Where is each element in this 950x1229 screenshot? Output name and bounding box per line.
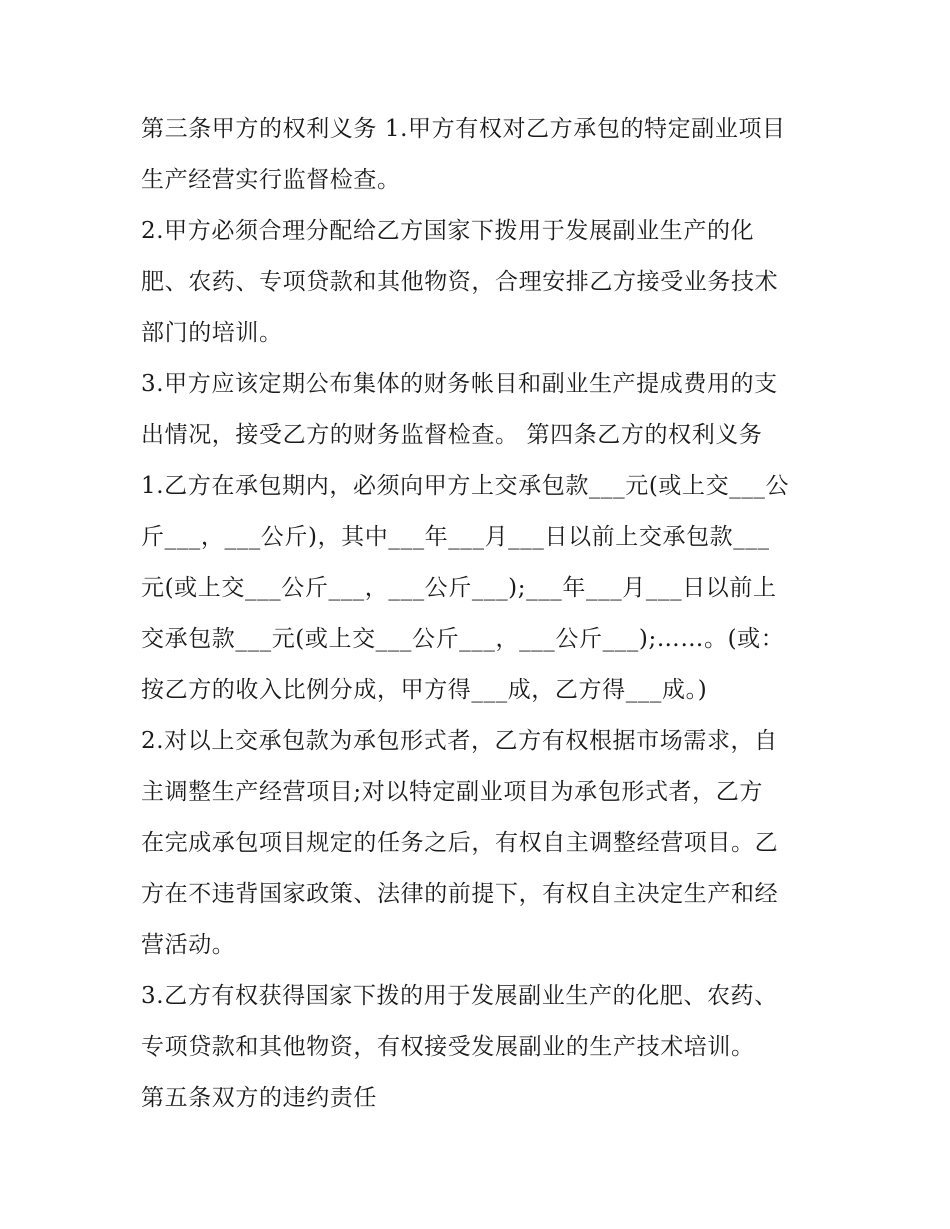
text-line: 专项贷款和其他物资，有权接受发展副业的生产技术培训。 [141, 1034, 755, 1060]
document-body [141, 104, 821, 1124]
text-line: 营活动。 [141, 932, 236, 958]
text-line: 3.甲方应该定期公布集体的财务帐目和副业生产提成费用的支 [141, 371, 778, 397]
text-line: 第三条甲方的权利义务 1.甲方有权对乙方承包的特定副业项目 [141, 116, 786, 142]
section-heading: 第五条双方的违约责任 [141, 1085, 377, 1111]
text-line: 生产经营实行监督检查。 [141, 167, 401, 193]
text-line: 出情况，接受乙方的财务监督检查。 第四条乙方的权利义务 [141, 422, 763, 448]
text-line: 部门的培训。 [141, 320, 283, 346]
text-line: 3.乙方有权获得国家下拨的用于发展副业生产的化肥、农药、 [141, 983, 778, 1009]
text-line: 按乙方的收入比例分成，甲方得___成，乙方得___成。) [141, 677, 708, 703]
text-line: 交承包款___元(或上交___公斤___，___公斤___);……。(或： [141, 626, 785, 652]
text-line: 在完成承包项目规定的任务之后，有权自主调整经营项目。乙 [141, 830, 779, 856]
text-line: 1.乙方在承包期内，必须向甲方上交承包款___元(或上交___公 [141, 473, 790, 499]
text-line: 元(或上交___公斤___，___公斤___);___年___月___日以前上 [141, 575, 777, 601]
text-line: 2.对以上交承包款为承包形式者，乙方有权根据市场需求，自 [141, 728, 778, 754]
text-line: 肥、农药、专项贷款和其他物资，合理安排乙方接受业务技术 [141, 269, 779, 295]
text-line: 2.甲方必须合理分配给乙方国家下拨用于发展副业生产的化 [141, 218, 755, 244]
text-line: 主调整生产经营项目;对以特定副业项目为承包形式者，乙方 [141, 779, 763, 805]
text-line: 斤___，___公斤)，其中___年___月___日以前上交承包款___ [141, 524, 770, 550]
text-line: 方在不违背国家政策、法律的前提下，有权自主决定生产和经 [141, 881, 779, 907]
